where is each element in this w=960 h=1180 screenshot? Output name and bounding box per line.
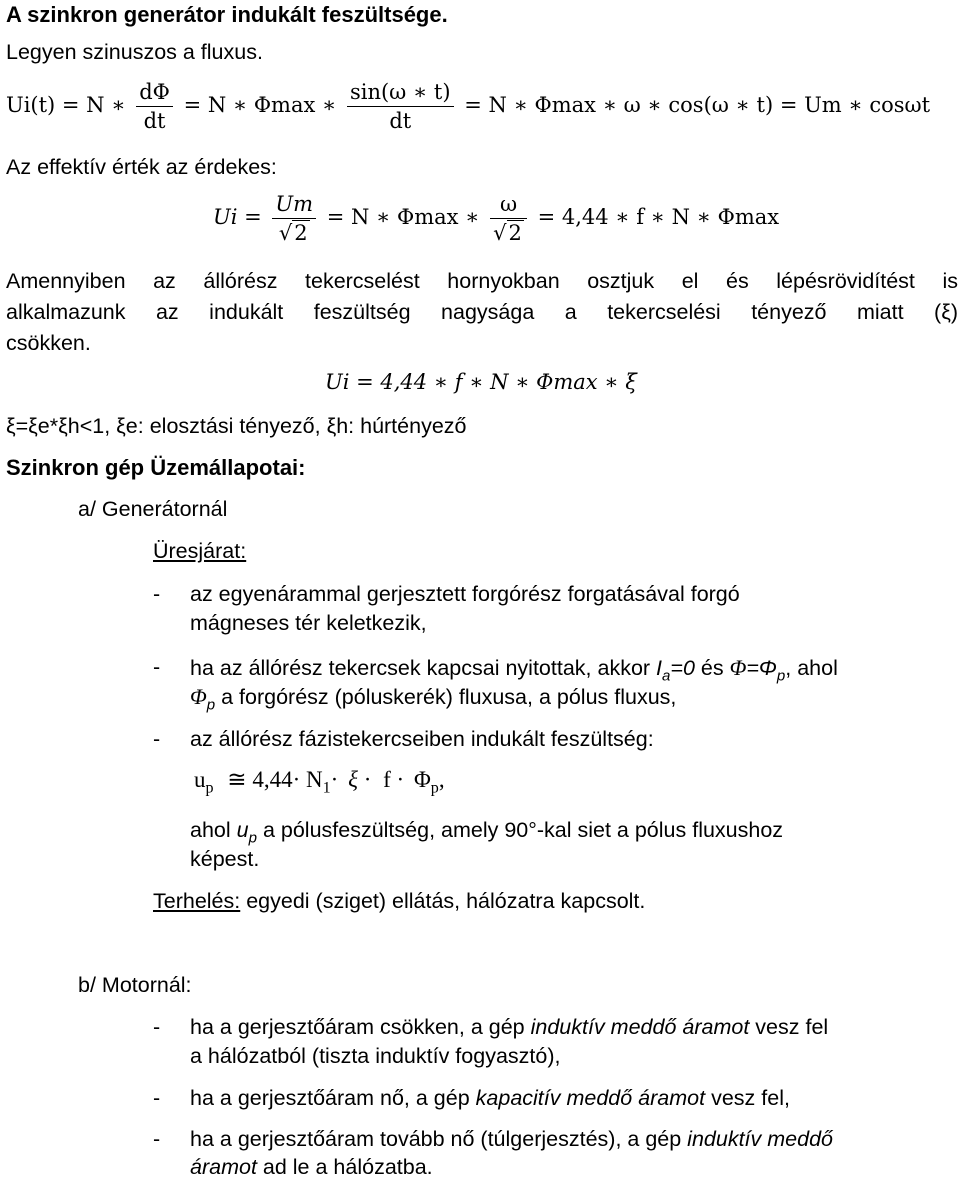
gen-bullet2-line1 [190, 655, 838, 684]
b2-eq0: =0 [670, 656, 695, 680]
eq4-p: p [205, 779, 214, 797]
m1-b: vesz fel [749, 1015, 829, 1039]
equation-ui-t [6, 80, 930, 133]
equation-ui-xi: Ui = 4,44 ∗ f ∗ N ∗ Φmax ∗ ξ [325, 370, 637, 394]
bullet-dash: - [153, 582, 161, 606]
ahol-b: a pólusfeszültség, amely 90 [256, 818, 529, 842]
motor-bullet1-line1 [190, 1015, 828, 1040]
eq4-dot: · [330, 767, 339, 792]
b2-phi: Φ [729, 655, 747, 680]
eq1-f2-den: dt [347, 106, 454, 133]
intro-text: Legyen szinuszos a fluxus. [6, 40, 263, 64]
eq4-Phi: Φ [413, 767, 431, 792]
eq2-f2-den: 2 [508, 221, 522, 245]
gen-bullet2-line2 [190, 684, 676, 713]
gen-bullet1-line2: mágneses tér keletkezik, [190, 611, 427, 635]
para1-line1: Amennyiben az állórész tekercselést hornyokban osztjuk el és lépésrövidítést is [6, 269, 958, 293]
b2-a: a [662, 667, 671, 685]
eq4-N: N [306, 767, 323, 792]
b2-l2-p: p [206, 696, 216, 714]
para1-line3: csökken. [6, 331, 91, 355]
motor-bullet1-line2: a hálózatból (tiszta induktív fogyasztó), [190, 1044, 561, 1068]
m1-a: ha a gerjesztőáram csökken, a gép [190, 1015, 531, 1039]
eq1-mid: = N ∗ Φmax ∗ [183, 93, 337, 117]
motor-bullet3-line1 [190, 1127, 833, 1152]
eq2-f2-den-wrap [490, 218, 527, 245]
eq2-f2-num: ω [499, 192, 518, 216]
eq2-f1-den-wrap [272, 218, 316, 245]
sqrt-symbol: √ [278, 221, 293, 245]
load-text: egyedi (sziget) ellátás, hálózatra kapcsolt. [240, 889, 646, 913]
eq4-dot: · [396, 767, 405, 792]
equation-effective [213, 192, 779, 245]
m3-a: ha a gerjesztőáram tovább nő (túlgerjesztés), a gép [190, 1127, 688, 1151]
ahol-p: p [248, 829, 257, 847]
ahol-line1 [190, 818, 783, 846]
b2-l2-phi: Φ [190, 684, 207, 709]
m2-a: ha a gerjesztőáram nő, a gép [190, 1086, 476, 1110]
m2-b: vesz fel, [705, 1086, 790, 1110]
degree-symbol: ° [528, 818, 537, 842]
eq1-rhs: = N ∗ Φmax ∗ ω ∗ cos(ω ∗ t) = Um ∗ cosωt [464, 93, 931, 117]
eq4-f: f [383, 767, 391, 792]
ahol-line2: képest. [190, 847, 260, 871]
effective-text: Az effektív érték az érdekes: [6, 155, 277, 179]
eq4-const: 4,44 [252, 767, 293, 792]
b2-text: ha az állórész tekercsek kapcsai nyitottak, akkor [190, 656, 657, 680]
eq4-dot: · [292, 767, 301, 792]
bullet-dash: - [153, 655, 161, 679]
para1-line2: alkalmazunk az indukált feszültség nagysága a tekercselési tényező miatt (ξ) [6, 300, 958, 324]
b2-p: p [776, 667, 786, 685]
m1-i: induktív meddő áramot [530, 1015, 750, 1039]
m3-i: induktív meddő [687, 1127, 833, 1151]
equation-up [194, 767, 445, 798]
m3-l2-i: áramot [190, 1155, 257, 1179]
bullet-dash: - [153, 1015, 161, 1039]
bullet-dash: - [153, 727, 161, 751]
m3-l2-b: ad le a hálózatba. [256, 1155, 433, 1179]
generator-label: a/ Generátornál [78, 497, 228, 521]
b2-ahol: , ahol [785, 656, 838, 680]
eq1-fraction-dphi-dt [136, 80, 173, 133]
ahol-u: u [236, 818, 249, 842]
eq4-comma: , [438, 767, 445, 792]
ahol-a: ahol [190, 818, 237, 842]
eq2-fraction-omega-sqrt2 [490, 192, 527, 245]
motor-bullet2 [190, 1086, 790, 1111]
eq1-lhs: Ui(t) = N ∗ [6, 93, 126, 117]
eq4-approx: ≅ [227, 767, 247, 792]
b2-es: és [694, 656, 730, 680]
b2-l2-rest: a forgórész (póluskerék) fluxusa, a pólus fluxus, [215, 685, 677, 709]
sqrt-symbol: √ [493, 221, 507, 245]
eq2-f1-den: 2 [294, 221, 308, 245]
eq4-u: u [194, 767, 206, 792]
eq1-f2-num: sin(ω ∗ t) [349, 80, 451, 104]
section-heading: Szinkron gép Üzemállapotai: [6, 455, 306, 480]
load-line [153, 889, 645, 914]
eq4-xi: ξ [348, 767, 358, 792]
idle-label: Üresjárat: [153, 539, 247, 563]
bullet-dash: - [153, 1127, 161, 1151]
eq2-rhs: = 4,44 ∗ f ∗ N ∗ Φmax [537, 205, 780, 229]
b2-I: I [656, 656, 663, 680]
xi-definition: ξ=ξe*ξh<1, ξe: elosztási tényező, ξh: húrtényező [6, 414, 467, 438]
eq4-dot: · [363, 767, 372, 792]
ahol-c: -kal siet a pólus fluxushoz [536, 818, 784, 842]
eq2-lhs: Ui [213, 205, 238, 229]
eq4-phi-p: p [430, 779, 439, 797]
load-label: Terhelés: [153, 889, 241, 913]
b2-eqphi: =Φ [746, 656, 777, 680]
m2-i: kapacitív meddő áramot [475, 1086, 706, 1110]
eq4-one: 1 [322, 779, 331, 797]
motor-bullet3-line2 [190, 1155, 433, 1180]
gen-bullet3: az állórész fázistekercseiben indukált feszültség: [190, 727, 654, 751]
gen-bullet1-line1: az egyenárammal gerjesztett forgórész forgatásával forgó [190, 582, 740, 606]
eq1-fraction-sin-dt [347, 80, 454, 133]
eq2-mid: = N ∗ Φmax ∗ [326, 205, 480, 229]
bullet-dash: - [153, 1086, 161, 1110]
eq2-fraction-um-sqrt2 [272, 192, 316, 245]
eq1-f1-den: dt [136, 106, 173, 133]
eq2-f1-num: Um [275, 192, 314, 216]
eq2-eq: = [244, 205, 262, 229]
page-title: A szinkron generátor indukált feszültsége. [6, 2, 448, 27]
motor-label: b/ Motornál: [78, 973, 192, 997]
eq1-f1-num: dΦ [139, 80, 170, 104]
